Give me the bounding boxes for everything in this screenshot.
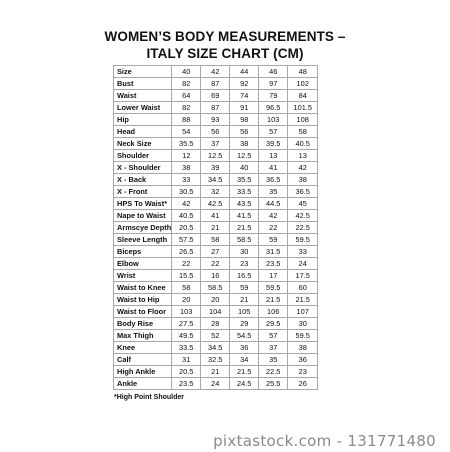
table-row xyxy=(114,210,318,222)
table-cell: 74 xyxy=(230,90,259,102)
table-cell: 54.5 xyxy=(230,330,259,342)
table-cell: 82 xyxy=(172,102,201,114)
table-cell: 33.5 xyxy=(172,342,201,354)
row-label: High Ankle xyxy=(114,366,172,378)
table-cell: 87 xyxy=(201,102,230,114)
row-label: Sleeve Length xyxy=(114,234,172,246)
table-cell: 52 xyxy=(201,330,230,342)
table-cell: 41.5 xyxy=(230,210,259,222)
table-cell: 104 xyxy=(201,306,230,318)
row-label: Shoulder xyxy=(114,150,172,162)
table-cell: 42 xyxy=(259,210,288,222)
table-cell: 93 xyxy=(201,114,230,126)
size-chart-table xyxy=(113,65,318,390)
table-cell: 60 xyxy=(288,282,318,294)
table-cell: 102 xyxy=(288,78,318,90)
table-cell: 35.5 xyxy=(230,174,259,186)
row-label: Calf xyxy=(114,354,172,366)
table-cell: 33.5 xyxy=(230,186,259,198)
table-cell: 97 xyxy=(259,78,288,90)
table-cell: 98 xyxy=(230,114,259,126)
row-label: Nape to Waist xyxy=(114,210,172,222)
table-row xyxy=(114,138,318,150)
table-cell: 13 xyxy=(288,150,318,162)
table-row xyxy=(114,114,318,126)
table-row xyxy=(114,366,318,378)
table-cell: 21 xyxy=(230,294,259,306)
table-cell: 59 xyxy=(230,282,259,294)
table-cell: 41 xyxy=(259,162,288,174)
row-label: Waist to Hip xyxy=(114,294,172,306)
table-cell: 24 xyxy=(201,378,230,390)
table-cell: 59.5 xyxy=(288,234,318,246)
row-label: X - Shoulder xyxy=(114,162,172,174)
table-cell: 17 xyxy=(259,270,288,282)
table-row xyxy=(114,342,318,354)
table-row xyxy=(114,282,318,294)
row-label: Biceps xyxy=(114,246,172,258)
table-cell: 64 xyxy=(172,90,201,102)
table-cell: 21 xyxy=(201,222,230,234)
table-cell: 40 xyxy=(230,162,259,174)
table-cell: 24 xyxy=(288,258,318,270)
table-cell: 26 xyxy=(288,378,318,390)
row-label: Ankle xyxy=(114,378,172,390)
table-cell: 58.5 xyxy=(230,234,259,246)
table-cell: 22 xyxy=(259,222,288,234)
table-row xyxy=(114,330,318,342)
table-header-row xyxy=(114,66,318,78)
table-cell: 44.5 xyxy=(259,198,288,210)
table-cell: 88 xyxy=(172,114,201,126)
table-cell: 31 xyxy=(172,354,201,366)
table-cell: 22 xyxy=(172,258,201,270)
table-cell: 35 xyxy=(259,354,288,366)
table-cell: 30 xyxy=(230,246,259,258)
table-row xyxy=(114,222,318,234)
table-row xyxy=(114,318,318,330)
table-cell: 15.5 xyxy=(172,270,201,282)
table-cell: 12.5 xyxy=(201,150,230,162)
table-cell: 103 xyxy=(259,114,288,126)
table-cell: 107 xyxy=(288,306,318,318)
table-cell: 40.5 xyxy=(288,138,318,150)
table-cell: 34 xyxy=(230,354,259,366)
row-label: X - Front xyxy=(114,186,172,198)
table-cell: 20.5 xyxy=(172,222,201,234)
row-label: HPS To Waist* xyxy=(114,198,172,210)
table-row xyxy=(114,186,318,198)
table-row xyxy=(114,354,318,366)
table-cell: 91 xyxy=(230,102,259,114)
table-cell: 69 xyxy=(201,90,230,102)
table-row xyxy=(114,174,318,186)
table-cell: 36 xyxy=(288,354,318,366)
row-label: Elbow xyxy=(114,258,172,270)
table-cell: 12.5 xyxy=(230,150,259,162)
watermark-text: pixtastock.com - 131771480 xyxy=(213,432,436,450)
table-cell: 42 xyxy=(172,198,201,210)
table-cell: 42 xyxy=(201,66,230,78)
table-cell: 26.5 xyxy=(172,246,201,258)
table-cell: 20.5 xyxy=(172,366,201,378)
table-cell: 28 xyxy=(201,318,230,330)
table-cell: 49.5 xyxy=(172,330,201,342)
table-cell: 57 xyxy=(259,330,288,342)
table-cell: 38 xyxy=(288,174,318,186)
table-cell: 33 xyxy=(172,174,201,186)
table-row xyxy=(114,126,318,138)
table-cell: 79 xyxy=(259,90,288,102)
size-chart-body xyxy=(114,66,318,390)
table-cell: 43.5 xyxy=(230,198,259,210)
table-cell: 36.5 xyxy=(259,174,288,186)
table-cell: 36.5 xyxy=(288,186,318,198)
table-row xyxy=(114,162,318,174)
table-cell: 59.5 xyxy=(259,282,288,294)
title-line-2: ITALY SIZE CHART (CM) xyxy=(146,46,304,61)
table-row xyxy=(114,270,318,282)
table-cell: 27.5 xyxy=(172,318,201,330)
table-cell: 108 xyxy=(288,114,318,126)
row-label: Lower Waist xyxy=(114,102,172,114)
table-cell: 42.5 xyxy=(201,198,230,210)
table-row xyxy=(114,294,318,306)
table-row xyxy=(114,246,318,258)
table-cell: 12 xyxy=(172,150,201,162)
table-cell: 58 xyxy=(172,282,201,294)
table-cell: 57.5 xyxy=(172,234,201,246)
table-cell: 59 xyxy=(259,234,288,246)
table-cell: 39.5 xyxy=(259,138,288,150)
row-label: Waist to Knee xyxy=(114,282,172,294)
table-cell: 16 xyxy=(201,270,230,282)
table-cell: 38 xyxy=(172,162,201,174)
table-cell: 87 xyxy=(201,78,230,90)
table-cell: 40 xyxy=(172,66,201,78)
table-row xyxy=(114,198,318,210)
table-cell: 92 xyxy=(230,78,259,90)
table-cell: 21.5 xyxy=(259,294,288,306)
table-cell: 105 xyxy=(230,306,259,318)
table-cell: 36 xyxy=(230,342,259,354)
row-label: Waist to Floor xyxy=(114,306,172,318)
table-cell: 41 xyxy=(201,210,230,222)
row-label: Body Rise xyxy=(114,318,172,330)
table-cell: 32.5 xyxy=(201,354,230,366)
table-row xyxy=(114,90,318,102)
chart-title xyxy=(0,28,450,62)
table-cell: 30.5 xyxy=(172,186,201,198)
table-cell: 23.5 xyxy=(172,378,201,390)
table-cell: 56 xyxy=(201,126,230,138)
table-cell: 57 xyxy=(259,126,288,138)
table-row xyxy=(114,102,318,114)
row-label: Knee xyxy=(114,342,172,354)
table-cell: 21.5 xyxy=(288,294,318,306)
table-cell: 24.5 xyxy=(230,378,259,390)
table-row xyxy=(114,234,318,246)
table-cell: 23.5 xyxy=(259,258,288,270)
table-cell: 96.5 xyxy=(259,102,288,114)
table-cell: 29 xyxy=(230,318,259,330)
table-row xyxy=(114,150,318,162)
table-cell: 33 xyxy=(288,246,318,258)
table-cell: 22.5 xyxy=(259,366,288,378)
table-cell: 82 xyxy=(172,78,201,90)
table-cell: 38 xyxy=(230,138,259,150)
table-cell: 101.5 xyxy=(288,102,318,114)
table-cell: 34.5 xyxy=(201,342,230,354)
table-cell: 20 xyxy=(201,294,230,306)
table-cell: 40.5 xyxy=(172,210,201,222)
table-cell: 37 xyxy=(201,138,230,150)
table-cell: 20 xyxy=(172,294,201,306)
table-cell: 13 xyxy=(259,150,288,162)
table-cell: 27 xyxy=(201,246,230,258)
table-cell: 21 xyxy=(201,366,230,378)
row-label: Bust xyxy=(114,78,172,90)
table-cell: 58.5 xyxy=(201,282,230,294)
table-cell: 37 xyxy=(259,342,288,354)
table-cell: 58 xyxy=(201,234,230,246)
table-cell: 25.5 xyxy=(259,378,288,390)
table-cell: 29.5 xyxy=(259,318,288,330)
table-cell: 31.5 xyxy=(259,246,288,258)
table-cell: 22 xyxy=(201,258,230,270)
table-row xyxy=(114,306,318,318)
row-label: Head xyxy=(114,126,172,138)
table-cell: 44 xyxy=(230,66,259,78)
table-cell: 21.5 xyxy=(230,222,259,234)
table-cell: 23 xyxy=(288,366,318,378)
table-cell: 39 xyxy=(201,162,230,174)
table-cell: 56 xyxy=(230,126,259,138)
table-cell: 58 xyxy=(288,126,318,138)
row-label: X - Back xyxy=(114,174,172,186)
table-cell: 45 xyxy=(288,198,318,210)
row-label: Neck Size xyxy=(114,138,172,150)
table-cell: 17.5 xyxy=(288,270,318,282)
table-cell: 54 xyxy=(172,126,201,138)
table-cell: 32 xyxy=(201,186,230,198)
row-label: Waist xyxy=(114,90,172,102)
table-cell: 22.5 xyxy=(288,222,318,234)
table-row xyxy=(114,378,318,390)
row-label: Wrist xyxy=(114,270,172,282)
table-cell: 103 xyxy=(172,306,201,318)
table-cell: 16.5 xyxy=(230,270,259,282)
table-cell: 34.5 xyxy=(201,174,230,186)
footnote: *High Point Shoulder xyxy=(114,394,184,401)
table-cell: 106 xyxy=(259,306,288,318)
row-label: Hip xyxy=(114,114,172,126)
table-row xyxy=(114,78,318,90)
table-cell: 35.5 xyxy=(172,138,201,150)
table-cell: 46 xyxy=(259,66,288,78)
table-cell: 42 xyxy=(288,162,318,174)
table-cell: 38 xyxy=(288,342,318,354)
table-row xyxy=(114,258,318,270)
table-cell: 84 xyxy=(288,90,318,102)
row-label: Armscye Depth xyxy=(114,222,172,234)
row-label: Size xyxy=(114,66,172,78)
table-cell: 42.5 xyxy=(288,210,318,222)
row-label: Max Thigh xyxy=(114,330,172,342)
title-line-1: WOMEN’S BODY MEASUREMENTS – xyxy=(104,29,346,44)
table-cell: 59.5 xyxy=(288,330,318,342)
table-cell: 48 xyxy=(288,66,318,78)
table-cell: 35 xyxy=(259,186,288,198)
table-cell: 30 xyxy=(288,318,318,330)
table-cell: 23 xyxy=(230,258,259,270)
table-cell: 21.5 xyxy=(230,366,259,378)
